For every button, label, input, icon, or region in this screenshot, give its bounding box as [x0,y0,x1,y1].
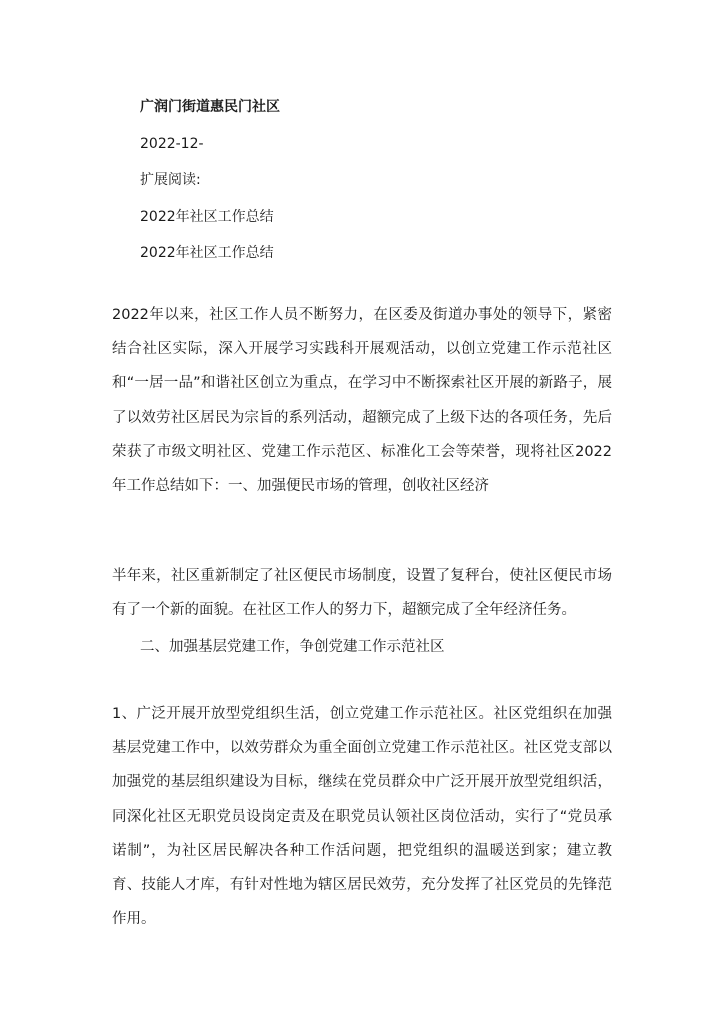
related-article-link[interactable]: 2022年社区工作总结 [140,245,274,261]
paragraph-intro: 2022年以来，社区工作人员不断努力，在区委及街道办事处的领导下，紧密结合社区实际，深入开展学习实践科开展观活动，以创立党建工作示范社区和“一居一品”和谐社区创立为重点，在学习中不断探索社区开展的新路子，展了以效劳社区居民为宗旨的系列活动，超额完成了上级下达的各项任务，先后荣获了市级文明社区、党建工作示范区、标准化工会等荣誉，现将社区2022年工作总结如下：一、加强便民市场的管理，创收社区经济 [112,307,612,495]
paragraph-market: 半年来，社区重新制定了社区便民市场制度，设置了复秤台，使社区便民市场有了一个新的面貌。在社区工作人的努力下，超额完成了全年经济任务。 [112,568,612,619]
paragraph-party-building: 1、广泛开展开放型党组织生活，创立党建工作示范社区。社区党组织在加强基层党建工作中，以效劳群众为重全面创立党建工作示范社区。社区党支部以加强党的基层组织建设为目标，继续在党员群众中广泛开展开放型党组织活，同深化社区无职党员设岗定责及在职党员认领社区岗位活动，实行了“党员承诺制”，为社区居民解决各种工作活问题，把党组织的温暖送到家；建立教育、技能人才库，有针对性地为辖区居民效劳，充分发挥了社区党员的先锋范作用。 [112,706,612,928]
document-date: 2022-12- [140,135,204,152]
header-block [140,96,640,279]
extended-reading-label: 扩展阅读: [140,172,201,188]
community-name: 广润门街道惠民门社区 [140,99,280,115]
related-article-link[interactable]: 2022年社区工作总结 [140,208,274,225]
section-heading: 二、加强基层党建工作，争创党建工作示范社区 [140,639,445,655]
